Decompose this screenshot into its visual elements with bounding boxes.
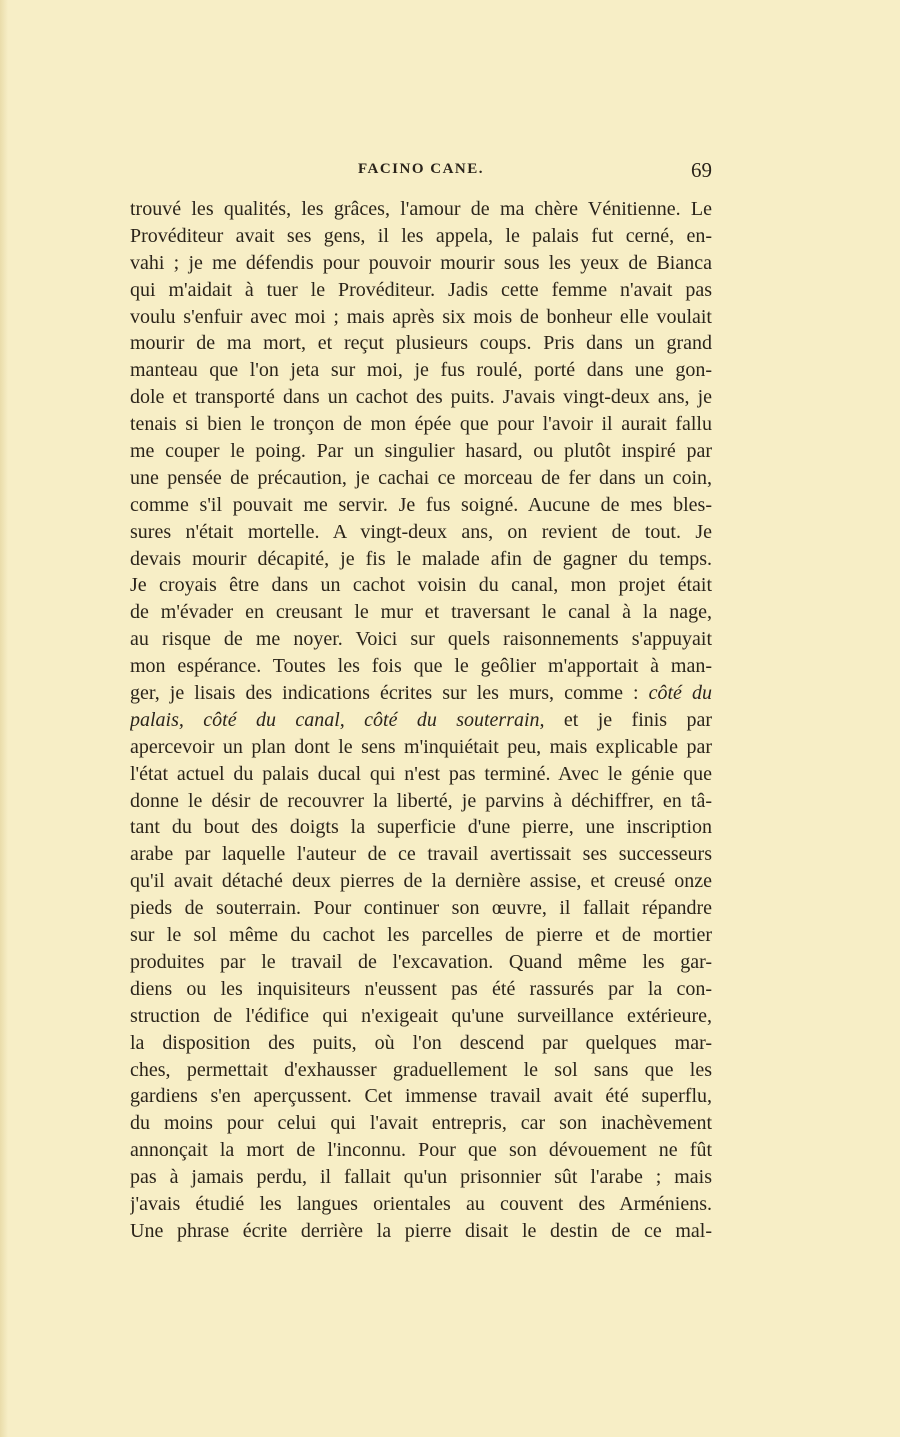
text-line: dole et transporté dans un cachot des puits. J'avais vingt-deux ans, je — [130, 386, 712, 409]
text-line: trouvé les qualités, les grâces, l'amour de ma chère Vénitienne. Le — [130, 198, 712, 220]
text-line: tant du bout des doigts la superficie d'une pierre, une inscription — [130, 816, 712, 839]
text-line: produites par le travail de l'excavation. Quand même les gar- — [130, 950, 712, 973]
page-edge-shadow — [0, 0, 8, 1437]
text-line: Je croyais être dans un cachot voisin du canal, mon projet était — [130, 574, 712, 597]
body-text — [130, 196, 712, 1245]
text-line: manteau que l'on jeta sur moi, je fus roulé, porté dans une gon- — [130, 359, 712, 382]
text-line: voulu s'enfuir avec moi ; mais après six mois de bonheur elle voulait — [130, 305, 712, 328]
text-line: arabe par laquelle l'auteur de ce travail avertissait ses successeurs — [130, 843, 712, 866]
text-line: mourir de ma mort, et reçut plusieurs coups. Pris dans un grand — [130, 332, 712, 355]
text-line: de m'évader en creusant le mur et traversant le canal à la nage, — [130, 601, 712, 624]
text-line: ches, permettait d'exhausser graduellement le sol sans que les — [130, 1058, 712, 1081]
text-line: mon espérance. Toutes les fois que le geôlier m'apportait à man- — [130, 655, 712, 678]
text-line: la disposition des puits, où l'on descend par quelques mar- — [130, 1031, 712, 1054]
text-line: struction de l'édifice qui n'exigeait qu'une surveillance extérieure, — [130, 1004, 712, 1027]
page-header — [130, 158, 712, 186]
text-line: une pensée de précaution, je cachai ce morceau de fer dans un coin, — [130, 466, 712, 489]
text-line: l'état actuel du palais ducal qui n'est pas terminé. Avec le génie que — [130, 762, 712, 785]
text-line: pieds de souterrain. Pour continuer son œuvre, il fallait répandre — [130, 897, 712, 920]
text-line: gardiens s'en aperçussent. Cet immense travail avait été superflu, — [130, 1085, 712, 1108]
text-line: au risque de me noyer. Voici sur quels raisonnements s'appuyait — [130, 628, 712, 651]
text-line: du moins pour celui qui l'avait entrepris, car son inachèvement — [130, 1112, 712, 1135]
text-line: annonçait la mort de l'inconnu. Pour que son dévouement ne fût — [130, 1139, 712, 1162]
text-line: Provéditeur avait ses gens, il les appela, le palais fut cerné, en- — [130, 224, 712, 247]
text-line: qu'il avait détaché deux pierres de la dernière assise, et creusé onze — [130, 870, 712, 893]
text-line: j'avais étudié les langues orientales au couvent des Arméniens. — [130, 1192, 712, 1215]
running-title: FACINO CANE. — [357, 161, 485, 177]
text-line — [130, 680, 712, 707]
text-line: qui m'aidait à tuer le Provéditeur. Jadis cette femme n'avait pas — [130, 278, 712, 301]
italic-text: palais, côté du canal, côté du souterrain, — [130, 708, 545, 731]
italic-text: côté du — [648, 682, 712, 705]
text-line: diens ou les inquisiteurs n'eussent pas été rassurés par la con- — [130, 977, 712, 1000]
page-number: 69 — [691, 158, 712, 182]
text-line: comme s'il pouvait me servir. Je fus soigné. Aucune de mes bles- — [130, 493, 712, 516]
text-segment: ger, je lisais des indications écrites sur les murs, comme : — [130, 682, 649, 705]
text-line — [130, 707, 712, 734]
text-line: me couper le poing. Par un singulier hasard, ou plutôt inspiré par — [130, 440, 712, 463]
text-line: apercevoir un plan dont le sens m'inquiétait peu, mais explicable par — [130, 735, 712, 758]
text-line: vahi ; je me défendis pour pouvoir mourir sous les yeux de Bianca — [130, 251, 712, 274]
text-line: sures n'était mortelle. A vingt-deux ans, on revient de tout. Je — [130, 520, 712, 543]
text-segment: et je finis par — [544, 708, 712, 731]
text-line: sur le sol même du cachot les parcelles de pierre et de mortier — [130, 924, 712, 947]
text-line: pas à jamais perdu, il fallait qu'un prisonnier sût l'arabe ; mais — [130, 1166, 712, 1189]
text-line: donne le désir de recouvrer la liberté, je parvins à déchiffrer, en tâ- — [130, 789, 712, 812]
text-line: Une phrase écrite derrière la pierre disait le destin de ce mal- — [130, 1219, 712, 1242]
text-line: tenais si bien le tronçon de mon épée que pour l'avoir il aurait fallu — [130, 413, 712, 436]
text-line: devais mourir décapité, je fis le malade afin de gagner du temps. — [130, 547, 712, 570]
